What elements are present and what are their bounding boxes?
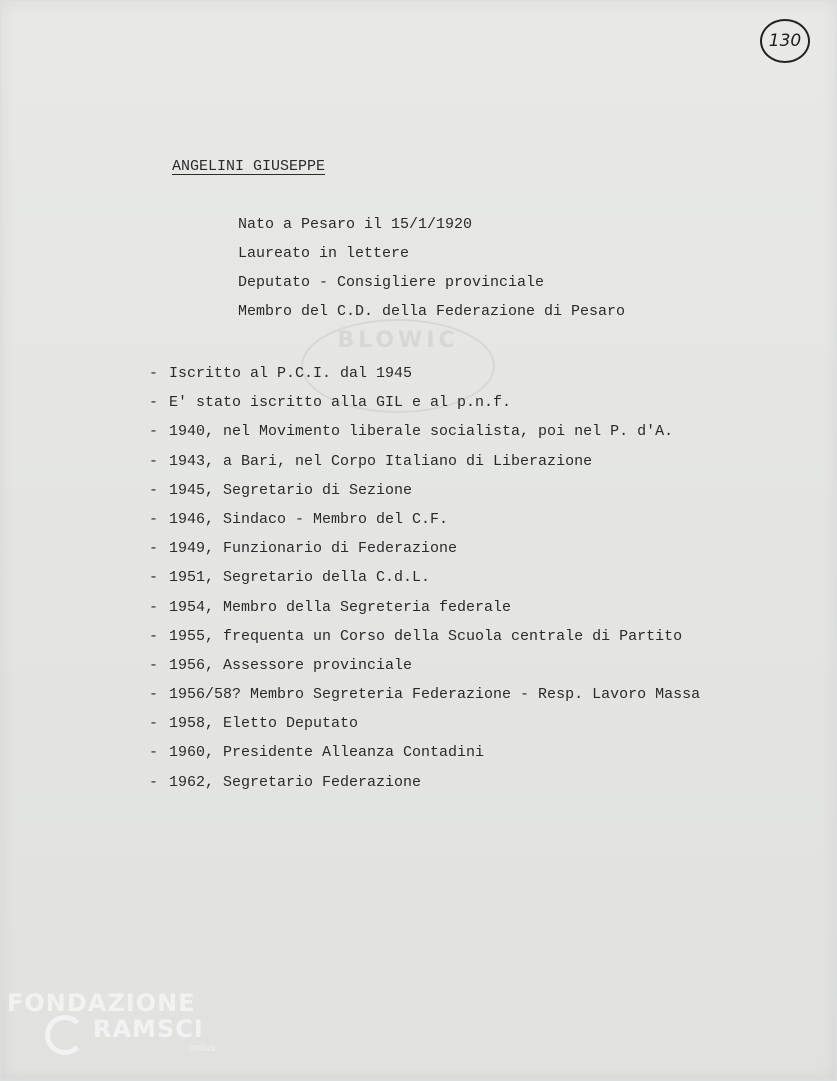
timeline-item xyxy=(149,598,700,627)
watermark-line-1: FONDAZIONE xyxy=(7,989,196,1017)
bullet-dash: - xyxy=(149,686,159,704)
bullet-dash: - xyxy=(149,365,159,382)
timeline-text: 1946, Sindaco - Membro del C.F. xyxy=(169,510,449,528)
watermark-line-2: RAMSCI xyxy=(93,1015,204,1043)
timeline-text: 1943, a Bari, nel Corpo Italiano di Liberazione xyxy=(169,452,593,470)
bullet-dash: - xyxy=(149,715,159,733)
bullet-dash: - xyxy=(149,773,159,791)
timeline-item xyxy=(149,481,700,510)
bullet-dash: - xyxy=(149,744,159,762)
timeline-text: 1958, Eletto Deputato xyxy=(169,715,359,733)
timeline-text: 1955, frequenta un Corso della Scuola centrale di Partito xyxy=(169,627,683,645)
bullet-dash: - xyxy=(149,569,159,587)
page-number-circle: 130 xyxy=(760,19,810,63)
person-name-heading: ANGELINI GIUSEPPE xyxy=(172,158,326,175)
timeline-text: 1956, Assessore provinciale xyxy=(169,656,413,674)
timeline-item xyxy=(149,773,700,802)
timeline-text: E' stato iscritto alla GIL e al p.n.f. xyxy=(169,394,512,412)
info-line: Nato a Pesaro il 15/1/1920 xyxy=(238,216,473,233)
timeline-text: 1945, Segretario di Sezione xyxy=(169,481,413,499)
info-line: Membro del C.D. della Federazione di Pesaro xyxy=(238,303,626,320)
timeline-text: 1962, Segretario Federazione xyxy=(169,773,422,791)
bullet-dash: - xyxy=(149,656,159,674)
timeline-text: 1960, Presidente Alleanza Contadini xyxy=(169,744,485,762)
gramsci-g-logo-icon xyxy=(45,1015,85,1055)
timeline-item xyxy=(149,364,700,393)
bullet-dash: - xyxy=(149,627,159,645)
timeline-text: 1954, Membro della Segreteria federale xyxy=(169,598,512,616)
timeline-item xyxy=(149,422,700,451)
career-timeline xyxy=(149,364,700,802)
timeline-item xyxy=(149,714,700,743)
bullet-dash: - xyxy=(149,540,159,558)
bullet-dash: - xyxy=(149,481,159,499)
timeline-item xyxy=(149,393,700,422)
timeline-item xyxy=(149,539,700,568)
stamp-text: BLOWIC xyxy=(337,328,459,353)
bullet-dash: - xyxy=(149,394,159,412)
timeline-text: 1940, nel Movimento liberale socialista, poi nel P. d'A. xyxy=(169,423,674,441)
watermark-line-3: onlus xyxy=(189,1043,216,1054)
timeline-item xyxy=(149,656,700,685)
personal-info-list xyxy=(238,215,625,331)
timeline-text: Iscritto al P.C.I. dal 1945 xyxy=(169,365,413,382)
bullet-dash: - xyxy=(149,598,159,616)
info-line: Deputato - Consigliere provinciale xyxy=(238,274,545,291)
bullet-dash: - xyxy=(149,452,159,470)
timeline-item xyxy=(149,627,700,656)
timeline-item xyxy=(149,568,700,597)
timeline-item xyxy=(149,685,700,714)
fondazione-gramsci-watermark xyxy=(7,989,217,1074)
bullet-dash: - xyxy=(149,423,159,441)
document-page xyxy=(1,1,836,1079)
timeline-text: 1949, Funzionario di Federazione xyxy=(169,540,458,558)
timeline-item xyxy=(149,510,700,539)
bullet-dash: - xyxy=(149,510,159,528)
timeline-item xyxy=(149,743,700,772)
timeline-item xyxy=(149,452,700,481)
timeline-text: 1956/58? Membro Segreteria Federazione - Resp. Lavoro Massa xyxy=(169,686,701,704)
info-line: Laureato in lettere xyxy=(238,245,410,262)
timeline-text: 1951, Segretario della C.d.L. xyxy=(169,569,431,587)
